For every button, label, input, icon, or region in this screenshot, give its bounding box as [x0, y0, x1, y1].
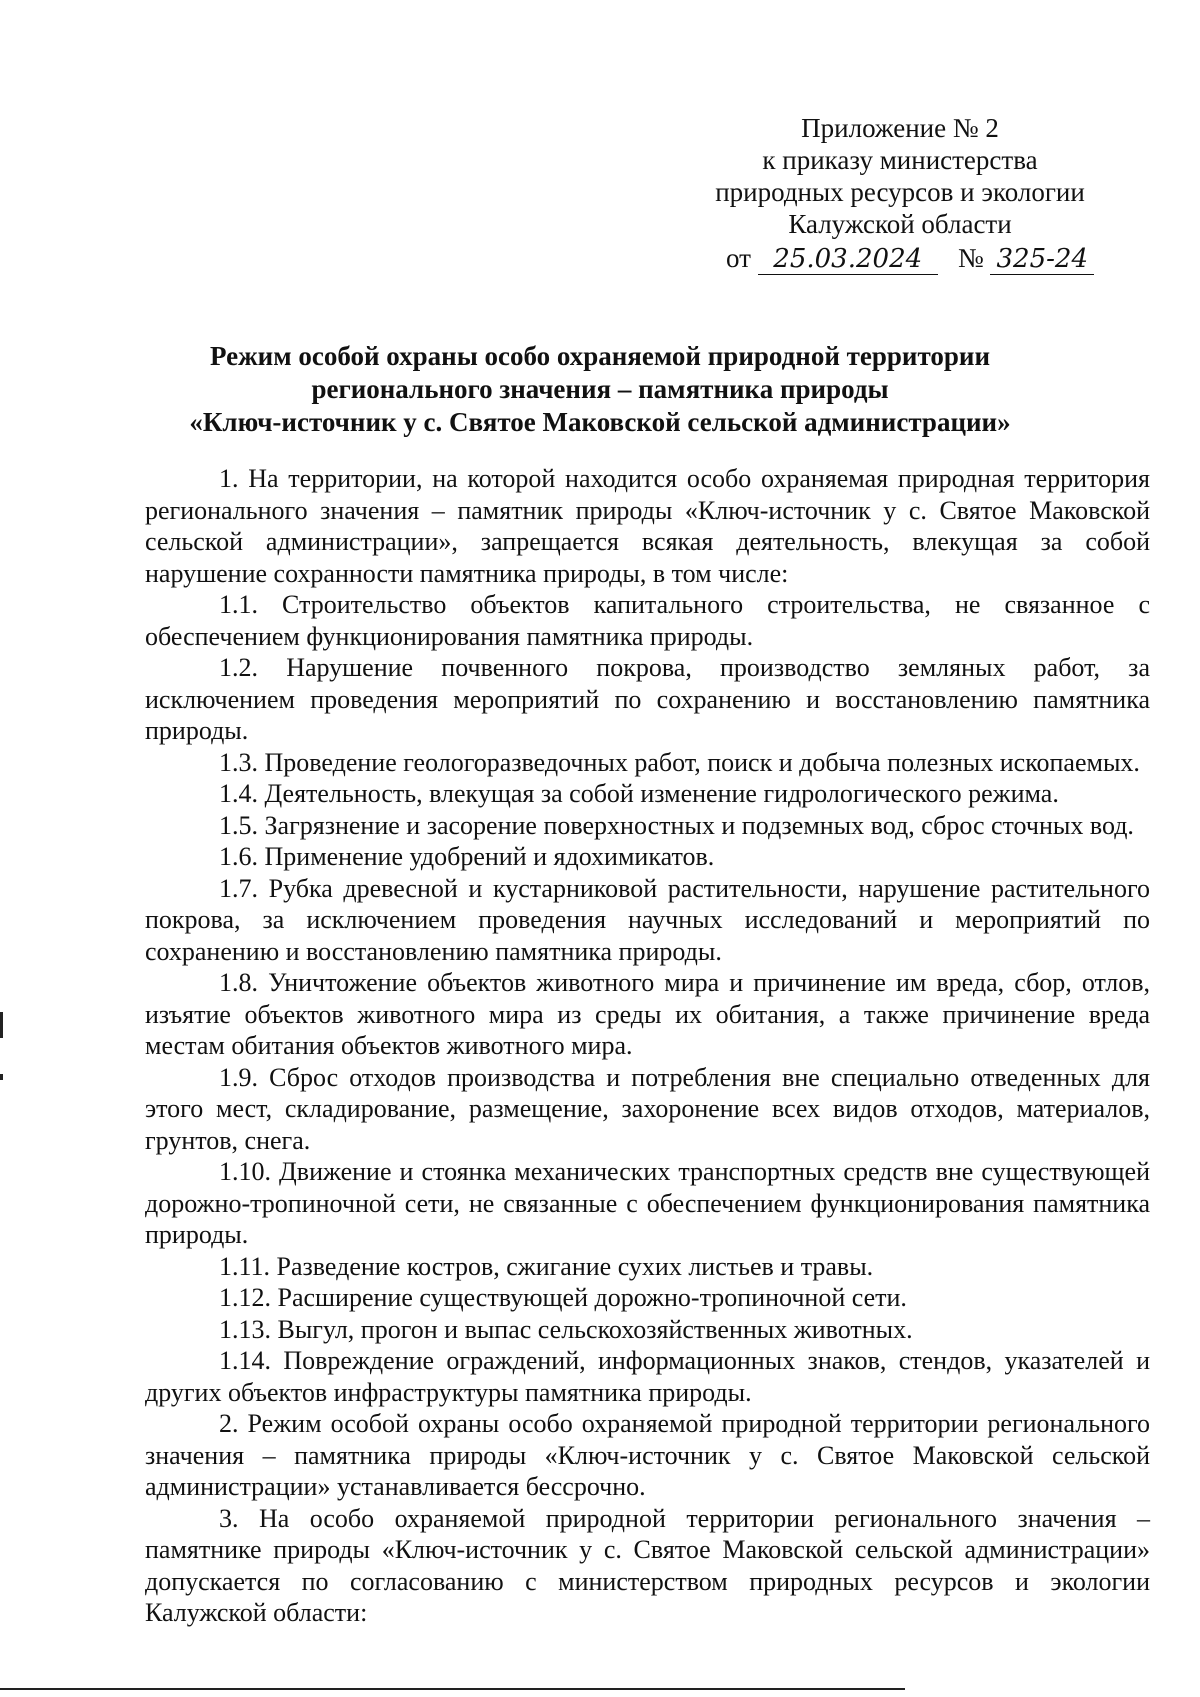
title-line-1: Режим особой охраны особо охраняемой природной территории	[209, 341, 991, 371]
appendix-date-number	[650, 242, 1170, 275]
paragraph: 2. Режим особой охраны особо охраняемой природной территории регионального значения – памятника природы «Ключ-источник у с. Святое Маковской сельской администрации» устанавливается бессрочно.	[145, 1409, 1150, 1501]
paragraph: 1. На территории, на которой находится особо охраняемая природная территория регионального значения – памятник природы «Ключ-источник у с. Святое Маковской сельской администрации», запрещается всякая деятельность, влекущая за собой нарушение сохранности памятника природы, в том числе:	[145, 464, 1150, 588]
date-prefix: от	[726, 243, 751, 273]
appendix-region: Калужской области	[788, 209, 1012, 239]
scan-edge-mark	[0, 1074, 3, 1080]
paragraph: 1.10. Движение и стоянка механических транспортных средств вне существующей дорожно-тропиночной сети, не связанные с обеспечением функционирования памятника природы.	[145, 1157, 1150, 1249]
scan-bottom-rule	[0, 1688, 905, 1690]
paragraph: 1.11. Разведение костров, сжигание сухих листьев и травы.	[219, 1251, 874, 1281]
appendix-title: Приложение № 2	[801, 113, 999, 143]
paragraph: 1.2. Нарушение почвенного покрова, производство земляных работ, за исключением проведения мероприятий по сохранению и восстановлению памятника природы.	[145, 653, 1150, 745]
paragraph: 1.4. Деятельность, влекущая за собой изменение гидрологического режима.	[219, 779, 1059, 808]
document-title	[140, 340, 1060, 439]
scan-edge-mark	[0, 1012, 3, 1038]
paragraph: 1.13. Выгул, прогон и выпас сельскохозяйственных животных.	[219, 1314, 913, 1344]
document-body	[145, 463, 1150, 1629]
handwritten-number: 325-24	[990, 244, 1094, 275]
paragraph: 1.7. Рубка древесной и кустарниковой растительности, нарушение растительного покрова, за исключением проведения научных исследований и мероприятий по сохранению и восстановлению памятника природы.	[145, 873, 1150, 966]
title-line-3: «Ключ-источник у с. Святое Маковской сельской администрации»	[189, 407, 1011, 437]
appendix-order-ref: к приказу министерства	[762, 145, 1038, 175]
handwritten-date: 25.03.2024	[758, 244, 938, 275]
paragraph: 3. На особо охраняемой природной территории регионального значения – памятнике природы «Ключ-источник у с. Святое Маковской сельской администрации» допускается по согласованию с министерством природных ресурсов и экологии Калужской области:	[145, 1503, 1150, 1627]
appendix-ministry: природных ресурсов и экологии	[715, 177, 1085, 207]
paragraph: 1.5. Загрязнение и засорение поверхностных и подземных вод, сброс сточных вод.	[219, 810, 1134, 840]
paragraph: 1.8. Уничтожение объектов животного мира и причинение им вреда, сбор, отлов, изъятие объектов животного мира из среды их обитания, а также причинение вреда местам обитания объектов животного мира.	[145, 968, 1150, 1060]
number-prefix: №	[957, 243, 984, 273]
paragraph: 1.12. Расширение существующей дорожно-тропиночной сети.	[219, 1283, 907, 1312]
paragraph: 1.6. Применение удобрений и ядохимикатов.	[219, 842, 715, 871]
paragraph: 1.3. Проведение геологоразведочных работ, поиск и добыча полезных ископаемых.	[219, 747, 1140, 777]
appendix-header	[640, 112, 1160, 275]
paragraph: 1.14. Повреждение ограждений, информационных знаков, стендов, указателей и других объектов инфраструктуры памятника природы.	[145, 1346, 1150, 1407]
paragraph: 1.9. Сброс отходов производства и потребления вне специально отведенных для этого мест, складирование, размещение, захоронение всех видов отходов, материалов, грунтов, снега.	[145, 1062, 1150, 1155]
paragraph: 1.1. Строительство объектов капитального строительства, не связанное с обеспечением функционирования памятника природы.	[145, 590, 1150, 651]
title-line-2: регионального значения – памятника природы	[311, 374, 889, 404]
